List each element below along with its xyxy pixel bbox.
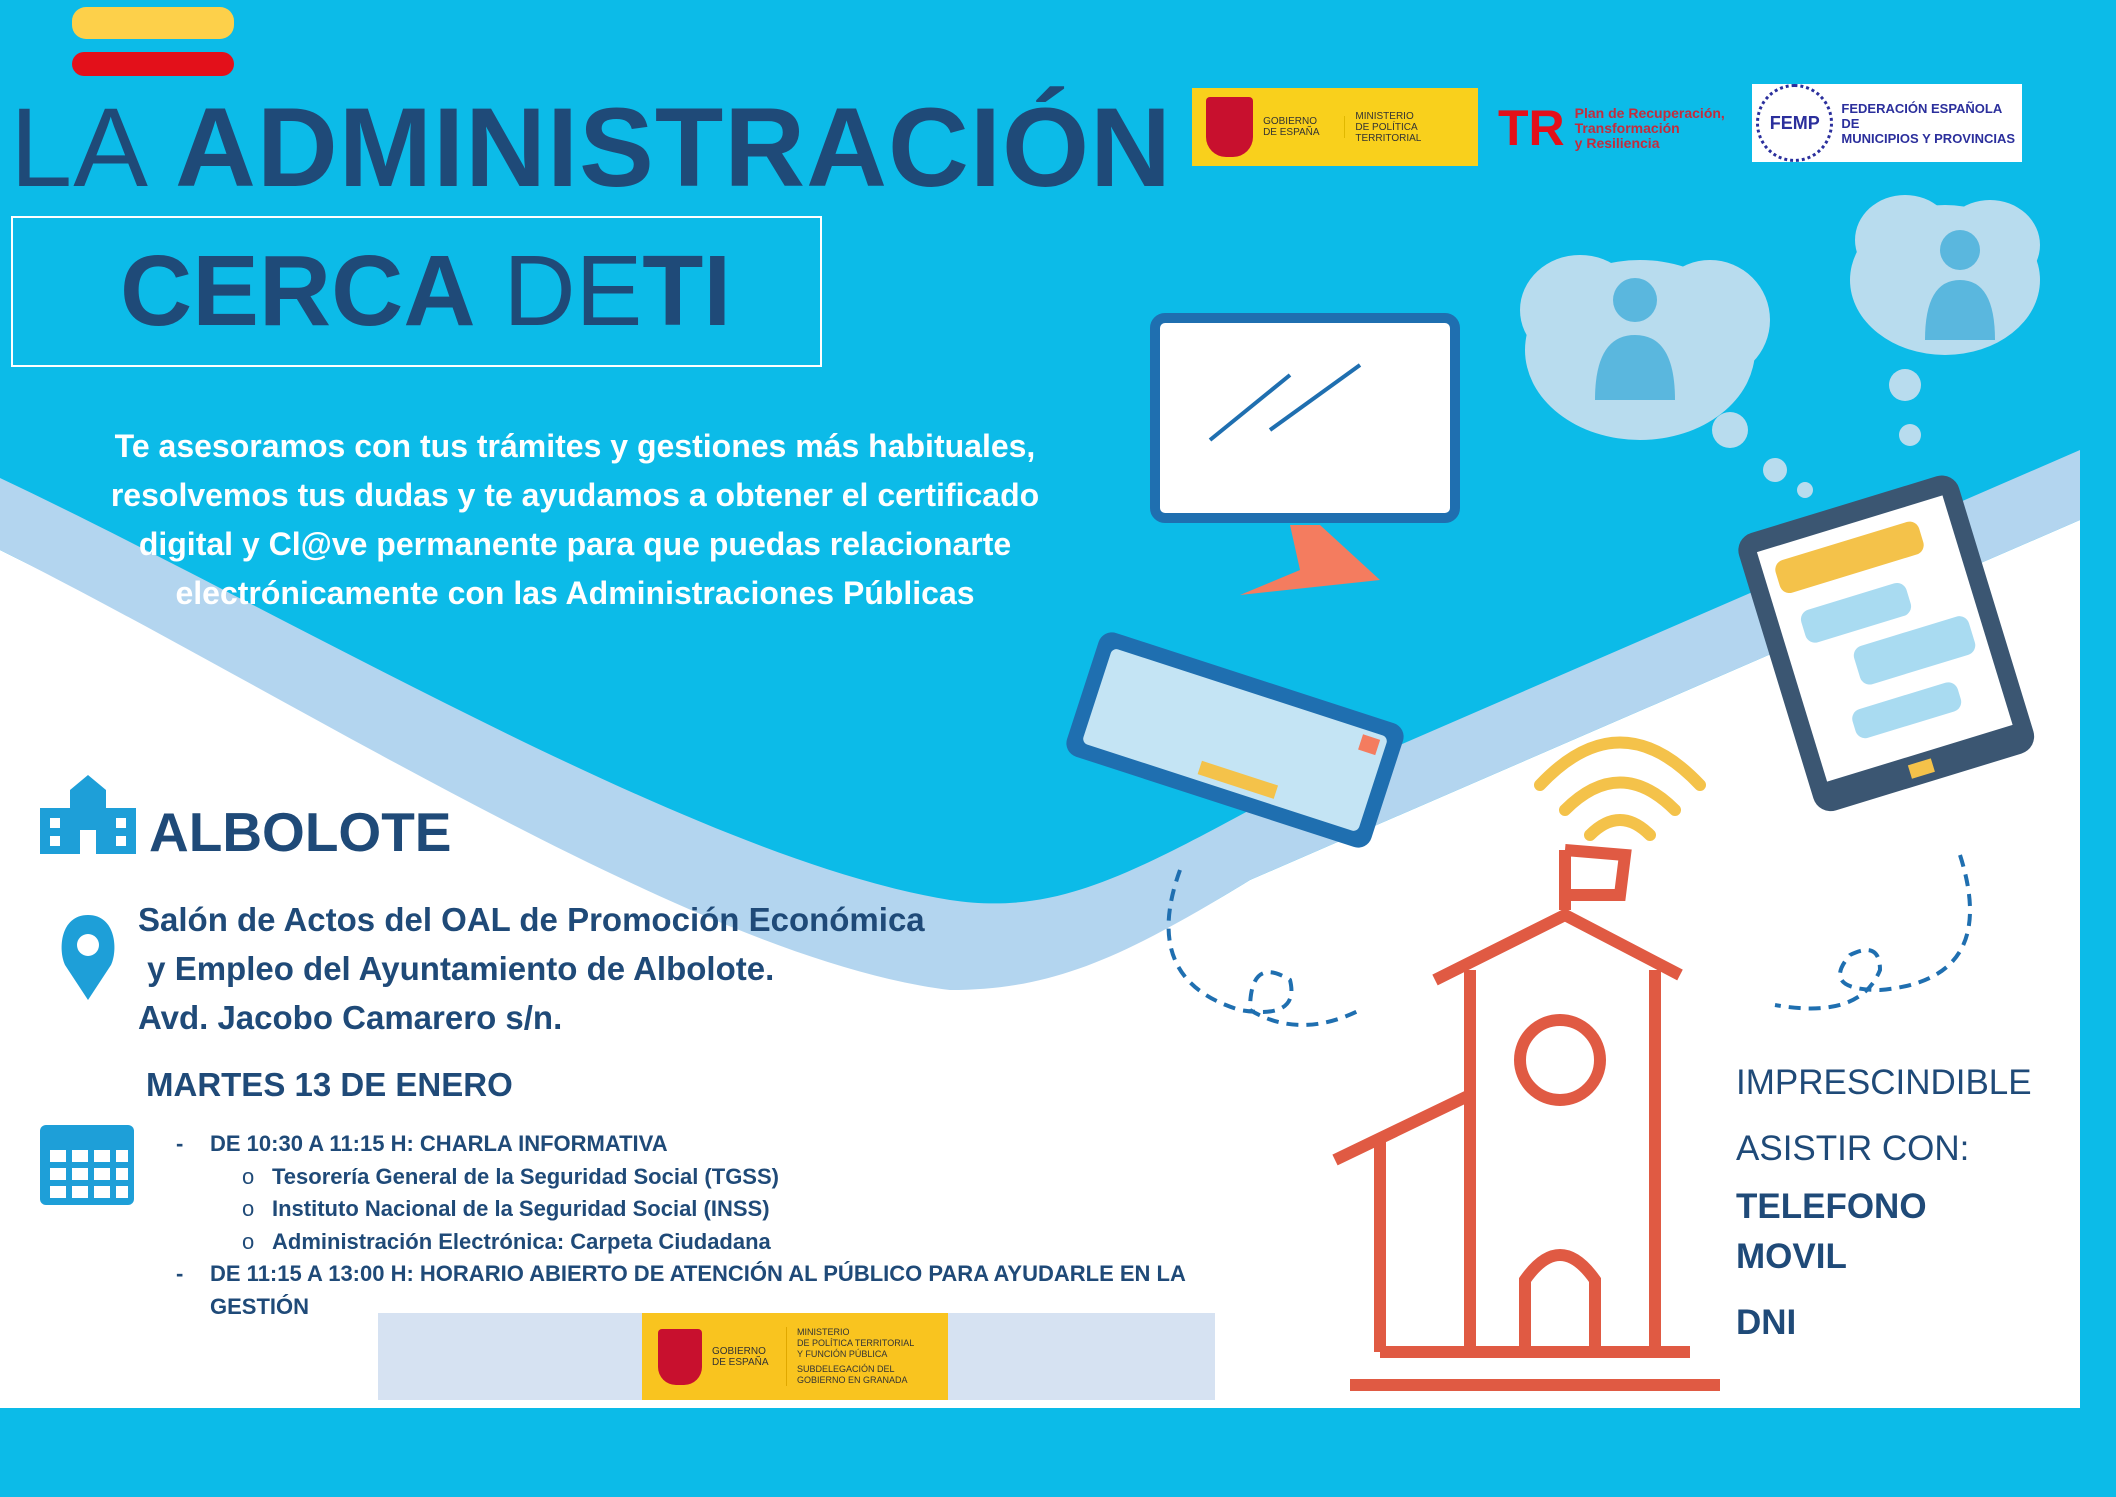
ministry-text-block bbox=[786, 1327, 914, 1386]
schedule-item-cont: GESTIÓN bbox=[210, 1293, 310, 1319]
gov-text-block bbox=[1263, 116, 1345, 138]
ministry-text: Y FUNCIÓN PÚBLICA bbox=[797, 1349, 888, 1359]
gov-text: DE ESPAÑA bbox=[712, 1356, 769, 1368]
schedule-row bbox=[176, 1193, 1186, 1226]
requirement-item: MOVIL bbox=[1736, 1237, 1847, 1276]
subdelegacion-logo bbox=[642, 1313, 948, 1400]
ministry-text: MINISTERIO bbox=[797, 1327, 850, 1337]
dash: - bbox=[176, 1131, 184, 1156]
femp-stars-icon: FEMP bbox=[1756, 84, 1833, 162]
address-line: y Empleo del Ayuntamiento de Albolote. bbox=[138, 950, 775, 987]
plan-text: y Resiliencia bbox=[1574, 134, 1660, 151]
gov-text-block bbox=[712, 1346, 786, 1368]
ministry-text: GOBIERNO EN GRANADA bbox=[797, 1375, 908, 1385]
city-name: ALBOLOTE bbox=[149, 801, 452, 863]
tr-mark-icon: TR bbox=[1498, 100, 1565, 156]
recovery-plan-logo bbox=[1498, 98, 1733, 158]
femp-text: MUNICIPIOS Y PROVINCIAS bbox=[1841, 130, 2016, 146]
subtitle-word-3: TI bbox=[642, 235, 732, 347]
dash-spacer bbox=[176, 1291, 210, 1324]
intro-paragraph bbox=[60, 422, 1090, 618]
schedule-list bbox=[176, 1128, 1186, 1323]
intro-line: digital y Cl@ve permanente para que puedas relacionarte bbox=[138, 526, 1012, 562]
subtitle-word-1: CERCA bbox=[120, 235, 476, 347]
schedule-item: DE 10:30 A 11:15 H: CHARLA INFORMATIVA bbox=[210, 1131, 668, 1156]
ministry-text: MINISTERIO bbox=[1355, 110, 1414, 122]
right-strip bbox=[2080, 0, 2116, 1408]
gov-text: GOBIERNO bbox=[712, 1345, 766, 1357]
ministry-text: SUBDELEGACIÓN DEL bbox=[797, 1364, 895, 1374]
dash: - bbox=[176, 1261, 184, 1286]
flag-yellow-bar bbox=[72, 7, 234, 39]
gov-text: GOBIERNO bbox=[1263, 116, 1317, 127]
bullet: o bbox=[242, 1228, 255, 1254]
gobierno-logo bbox=[1192, 88, 1478, 166]
address-line: Salón de Actos del OAL de Promoción Económica bbox=[138, 901, 925, 938]
ministry-text: DE POLÍTICA TERRITORIAL bbox=[797, 1338, 915, 1348]
coat-of-arms-icon bbox=[658, 1329, 702, 1385]
event-date: MARTES 13 DE ENERO bbox=[146, 1066, 513, 1103]
intro-line: resolvemos tus dudas y te ayudamos a obtener el certificado bbox=[110, 477, 1040, 513]
keyboard-illustration bbox=[1063, 629, 1408, 852]
ministry-text-block bbox=[1345, 111, 1478, 144]
requirement-item: DNI bbox=[1736, 1303, 1797, 1342]
schedule-subitem: Administración Electrónica: Carpeta Ciudadana bbox=[272, 1228, 771, 1254]
schedule-row bbox=[176, 1258, 1186, 1291]
requirements-heading: IMPRESCINDIBLE bbox=[1736, 1063, 2032, 1102]
title-light: LA bbox=[10, 85, 143, 210]
plan-text: Transformación bbox=[1574, 119, 1680, 136]
intro-line: electrónicamente con las Administraciones Públicas bbox=[175, 575, 975, 611]
schedule-subitem: Tesorería General de la Seguridad Social (TGSS) bbox=[272, 1163, 779, 1189]
subtitle bbox=[120, 236, 731, 346]
requirement-item: TELEFONO bbox=[1736, 1187, 1927, 1226]
requirements bbox=[1736, 1050, 2032, 1348]
gov-text: DE ESPAÑA bbox=[1263, 127, 1320, 138]
requirements-heading: ASISTIR CON: bbox=[1736, 1129, 1970, 1168]
monitor-illustration bbox=[1155, 318, 1455, 595]
schedule-row bbox=[176, 1226, 1186, 1259]
intro-line: Te asesoramos con tus trámites y gestiones más habituales, bbox=[114, 428, 1036, 464]
ministry-text: DE POLÍTICA TERRITORIAL bbox=[1355, 121, 1422, 144]
address bbox=[138, 895, 925, 1042]
coat-of-arms-icon bbox=[1206, 97, 1253, 157]
femp-text-block bbox=[1841, 101, 2022, 146]
schedule-subitem: Instituto Nacional de la Seguridad Social (INSS) bbox=[272, 1196, 770, 1221]
footer-logo-band bbox=[378, 1313, 1215, 1400]
plan-text-block bbox=[1575, 106, 1725, 151]
bullet: o bbox=[242, 1196, 255, 1221]
schedule-row bbox=[176, 1128, 1186, 1161]
page-title bbox=[10, 85, 1172, 210]
bottom-strip bbox=[0, 1408, 2116, 1497]
flag-red-bar bbox=[72, 52, 234, 76]
femp-text: FEDERACIÓN ESPAÑOLA DE bbox=[1841, 100, 2002, 131]
schedule-row bbox=[176, 1161, 1186, 1194]
plan-text: Plan de Recuperación, bbox=[1574, 104, 1725, 121]
title-bold: ADMINISTRACIÓN bbox=[174, 85, 1172, 210]
bullet: o bbox=[242, 1163, 255, 1189]
schedule-item: DE 11:15 A 13:00 H: HORARIO ABIERTO DE ATENCIÓN AL PÚBLICO PARA AYUDARLE EN LA bbox=[210, 1261, 1186, 1286]
address-line: Avd. Jacobo Camarero s/n. bbox=[138, 999, 563, 1036]
femp-logo bbox=[1752, 84, 2022, 162]
subtitle-word-2: DE bbox=[503, 235, 643, 347]
